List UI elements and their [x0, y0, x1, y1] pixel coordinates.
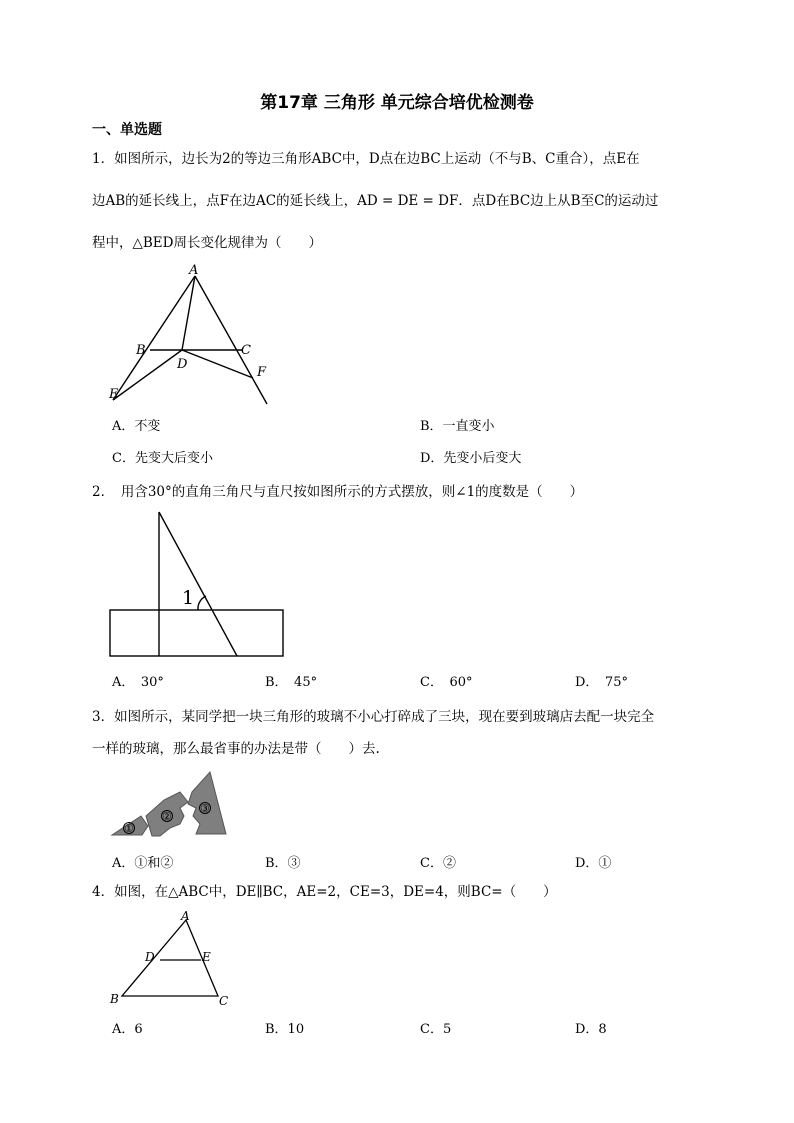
q1-option-c[interactable]: C．先变大后变小: [112, 451, 213, 466]
q2-angle-label: 1: [182, 587, 195, 609]
q4-figure: [105, 910, 235, 1010]
q1-label-b: B: [136, 343, 146, 358]
q3-option-a[interactable]: A．①和②: [112, 856, 174, 871]
q1-text-line1: 1．如图所示，边长为2的等边三角形ABC中，D点在边BC上运动（不与B、C重合），点E在: [92, 151, 640, 167]
q4-label-c: C: [219, 994, 229, 1008]
q3-option-b[interactable]: B．③: [265, 856, 301, 871]
q1-label-e: E: [109, 387, 119, 402]
q1-option-d[interactable]: D．先变小后变大: [420, 451, 522, 466]
q1-label-a: A: [189, 263, 199, 278]
q4-option-b[interactable]: B．10: [265, 1022, 305, 1037]
q4-text: 4．如图，在△ABC中，DE∥BC，AE=2，CE=3，DE=4，则BC=（ ）: [92, 884, 557, 900]
q3-text-line1: 3．如图所示，某同学把一块三角形的玻璃不小心打碎成了三块，现在要到玻璃店去配一块完全: [92, 709, 655, 725]
q1-option-a[interactable]: A．不变: [112, 419, 161, 434]
q1-label-f: F: [257, 365, 267, 380]
q3-piece-3: ③: [200, 802, 210, 815]
q4-option-d[interactable]: D．8: [575, 1022, 607, 1037]
q1-text-line3: 程中，△BED周长变化规律为（ ）: [92, 235, 322, 251]
q4-label-d: D: [145, 950, 155, 964]
q2-option-d[interactable]: D． 75°: [575, 675, 628, 690]
q1-label-d: D: [177, 357, 188, 372]
q4-label-b: B: [110, 992, 119, 1006]
q4-label-e: E: [202, 950, 211, 964]
q3-piece-2: ②: [162, 810, 172, 823]
q2-text: 2． 用含30°的直角三角尺与直尺按如图所示的方式摆放，则∠1的度数是（ ）: [92, 484, 584, 500]
q2-option-a[interactable]: A． 30°: [112, 675, 164, 690]
q1-option-b[interactable]: B．一直变小: [420, 419, 495, 434]
q4-option-a[interactable]: A．6: [112, 1022, 143, 1037]
q2-option-c[interactable]: C． 60°: [420, 675, 473, 690]
q4-label-a: A: [181, 909, 190, 923]
q3-text-line2: 一样的玻璃，那么最省事的办法是带（ ）去.: [92, 741, 380, 757]
q3-piece-1: ①: [124, 822, 134, 835]
q1-label-c: C: [241, 343, 251, 358]
q1-figure: [105, 262, 275, 407]
q2-figure: [105, 508, 290, 660]
q4-option-c[interactable]: C．5: [420, 1022, 452, 1037]
q2-option-b[interactable]: B． 45°: [265, 675, 318, 690]
q3-option-d[interactable]: D．①: [575, 856, 612, 871]
q3-figure: [108, 768, 233, 840]
section-heading: 一、单选题: [92, 122, 162, 138]
q3-option-c[interactable]: C．②: [420, 856, 456, 871]
page-title: 第17章 三角形 单元综合培优检测卷: [260, 93, 534, 113]
q1-text-line2: 边AB的延长线上，点F在边AC的延长线上，AD = DE = DF．点D在BC边上从B至C的运动过: [92, 193, 659, 209]
